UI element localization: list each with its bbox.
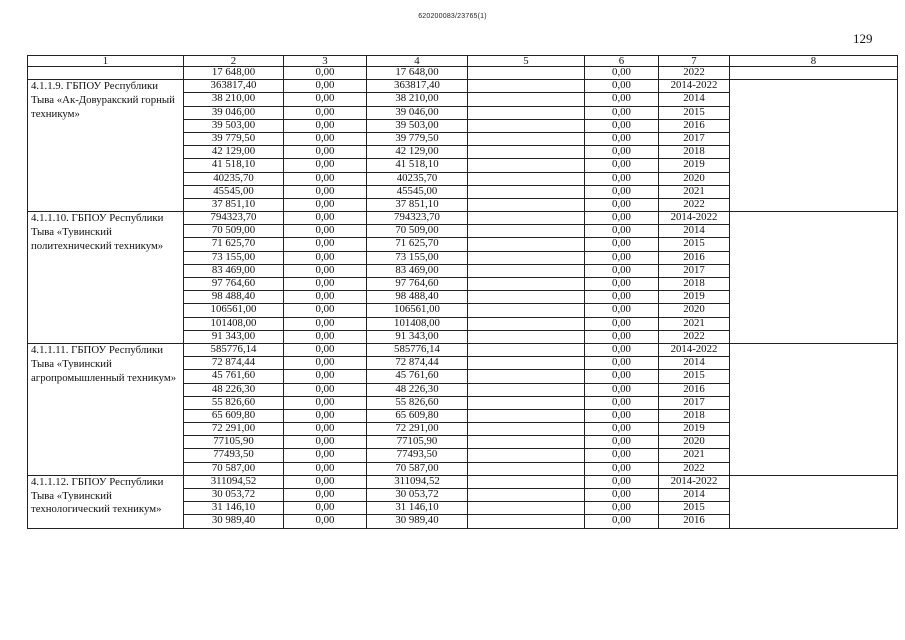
cell-col6: 0,00	[585, 423, 659, 436]
cell-total: 39 046,00	[184, 106, 284, 119]
cell-col5	[468, 93, 585, 106]
cell-year: 2021	[659, 185, 730, 198]
cell-total: 65 609,80	[184, 409, 284, 422]
cell-col5	[468, 330, 585, 343]
cell-total: 39 503,00	[184, 119, 284, 132]
cell-col5	[468, 396, 585, 409]
cell-col4: 83 469,00	[367, 264, 468, 277]
cell-total: 72 291,00	[184, 423, 284, 436]
cell-col4: 363817,40	[367, 80, 468, 93]
cell-col3: 0,00	[284, 449, 367, 462]
cell-col3: 0,00	[284, 383, 367, 396]
cell-year: 2014	[659, 489, 730, 502]
cell-col5	[468, 238, 585, 251]
budget-table	[27, 55, 898, 529]
cell-col5	[468, 449, 585, 462]
cell-total: 311094,52	[184, 475, 284, 488]
cell-total: 97 764,60	[184, 278, 284, 291]
cell-col5	[468, 67, 585, 80]
cell-total: 39 779,50	[184, 132, 284, 145]
cell-year: 2014-2022	[659, 212, 730, 225]
cell-year: 2015	[659, 238, 730, 251]
cell-year: 2014	[659, 93, 730, 106]
cell-col6: 0,00	[585, 278, 659, 291]
cell-col5	[468, 172, 585, 185]
cell-col3: 0,00	[284, 119, 367, 132]
cell-col4: 30 989,40	[367, 515, 468, 528]
cell-col6: 0,00	[585, 462, 659, 475]
cell-col3: 0,00	[284, 489, 367, 502]
cell-col6: 0,00	[585, 370, 659, 383]
cell-year: 2022	[659, 67, 730, 80]
cell-col6: 0,00	[585, 502, 659, 515]
cell-col8	[730, 475, 898, 528]
cell-col6: 0,00	[585, 119, 659, 132]
cell-col5	[468, 304, 585, 317]
table-row	[28, 67, 898, 80]
cell-total: 72 874,44	[184, 357, 284, 370]
cell-year: 2020	[659, 304, 730, 317]
cell-total: 101408,00	[184, 317, 284, 330]
cell-col3: 0,00	[284, 317, 367, 330]
cell-col4: 101408,00	[367, 317, 468, 330]
cell-col6: 0,00	[585, 198, 659, 211]
cell-col4: 311094,52	[367, 475, 468, 488]
header-cell: 8	[730, 56, 898, 67]
cell-col4: 70 587,00	[367, 462, 468, 475]
cell-total: 71 625,70	[184, 238, 284, 251]
cell-total: 98 488,40	[184, 291, 284, 304]
header-row	[28, 56, 898, 67]
header-cell: 3	[284, 56, 367, 67]
cell-total: 17 648,00	[184, 67, 284, 80]
cell-col4: 97 764,60	[367, 278, 468, 291]
cell-col3: 0,00	[284, 93, 367, 106]
cell-col6: 0,00	[585, 67, 659, 80]
cell-col4: 72 874,44	[367, 357, 468, 370]
cell-total: 55 826,60	[184, 396, 284, 409]
cell-col8	[730, 80, 898, 212]
cell-col4: 794323,70	[367, 212, 468, 225]
cell-year: 2014	[659, 357, 730, 370]
cell-col6: 0,00	[585, 93, 659, 106]
cell-year: 2015	[659, 106, 730, 119]
cell-col3: 0,00	[284, 185, 367, 198]
cell-year: 2021	[659, 449, 730, 462]
cell-col6: 0,00	[585, 80, 659, 93]
cell-col4: 91 343,00	[367, 330, 468, 343]
cell-col3: 0,00	[284, 357, 367, 370]
cell-col3: 0,00	[284, 343, 367, 356]
cell-col4: 106561,00	[367, 304, 468, 317]
cell-col3: 0,00	[284, 172, 367, 185]
cell-col5	[468, 251, 585, 264]
cell-col6: 0,00	[585, 159, 659, 172]
cell-year: 2014-2022	[659, 80, 730, 93]
cell-col3: 0,00	[284, 80, 367, 93]
table-row	[28, 343, 898, 356]
cell-col6: 0,00	[585, 132, 659, 145]
cell-total: 585776,14	[184, 343, 284, 356]
table-row	[28, 475, 898, 488]
cell-year: 2015	[659, 370, 730, 383]
cell-col6: 0,00	[585, 436, 659, 449]
cell-total: 40235,70	[184, 172, 284, 185]
cell-year: 2017	[659, 132, 730, 145]
cell-col5	[468, 80, 585, 93]
cell-total: 91 343,00	[184, 330, 284, 343]
page-number: 129	[853, 31, 873, 46]
cell-total: 30 053,72	[184, 489, 284, 502]
cell-total: 48 226,30	[184, 383, 284, 396]
institution-name-cell: 4.1.1.10. ГБПОУ Республики Тыва «Тувинский политехнический техникум»	[28, 212, 184, 344]
cell-col4: 42 129,00	[367, 146, 468, 159]
cell-col5	[468, 502, 585, 515]
cell-col3: 0,00	[284, 132, 367, 145]
cell-col3: 0,00	[284, 475, 367, 488]
cell-col3: 0,00	[284, 396, 367, 409]
cell-col4: 585776,14	[367, 343, 468, 356]
cell-year: 2019	[659, 291, 730, 304]
cell-col4: 38 210,00	[367, 93, 468, 106]
cell-col5	[468, 317, 585, 330]
cell-col4: 45545,00	[367, 185, 468, 198]
cell-col5	[468, 489, 585, 502]
cell-col6: 0,00	[585, 238, 659, 251]
table-row	[28, 80, 898, 93]
cell-col6: 0,00	[585, 146, 659, 159]
cell-total: 363817,40	[184, 80, 284, 93]
cell-total: 30 989,40	[184, 515, 284, 528]
cell-col3: 0,00	[284, 462, 367, 475]
cell-col5	[468, 119, 585, 132]
cell-total: 70 587,00	[184, 462, 284, 475]
cell-col3: 0,00	[284, 67, 367, 80]
cell-col4: 77493,50	[367, 449, 468, 462]
cell-col4: 41 518,10	[367, 159, 468, 172]
cell-year: 2016	[659, 515, 730, 528]
cell-year: 2020	[659, 172, 730, 185]
institution-name-cell: 4.1.1.9. ГБПОУ Республики Тыва «Ак-Довуракский горный техникум»	[28, 80, 184, 212]
cell-col4: 40235,70	[367, 172, 468, 185]
cell-col5	[468, 515, 585, 528]
cell-total: 77493,50	[184, 449, 284, 462]
cell-col8	[730, 67, 898, 80]
cell-year: 2022	[659, 462, 730, 475]
cell-total: 73 155,00	[184, 251, 284, 264]
cell-year: 2019	[659, 159, 730, 172]
cell-col4: 48 226,30	[367, 383, 468, 396]
cell-col4: 39 779,50	[367, 132, 468, 145]
cell-col5	[468, 343, 585, 356]
cell-col6: 0,00	[585, 251, 659, 264]
cell-col6: 0,00	[585, 172, 659, 185]
cell-col3: 0,00	[284, 515, 367, 528]
cell-col4: 45 761,60	[367, 370, 468, 383]
cell-col4: 72 291,00	[367, 423, 468, 436]
cell-col3: 0,00	[284, 251, 367, 264]
cell-col4: 65 609,80	[367, 409, 468, 422]
name-cell	[28, 67, 184, 80]
cell-col3: 0,00	[284, 212, 367, 225]
cell-year: 2014-2022	[659, 475, 730, 488]
cell-col3: 0,00	[284, 502, 367, 515]
cell-col5	[468, 409, 585, 422]
header-cell: 2	[184, 56, 284, 67]
cell-total: 41 518,10	[184, 159, 284, 172]
cell-col5	[468, 357, 585, 370]
cell-total: 83 469,00	[184, 264, 284, 277]
cell-year: 2020	[659, 436, 730, 449]
cell-col6: 0,00	[585, 383, 659, 396]
cell-col6: 0,00	[585, 449, 659, 462]
header-cell: 4	[367, 56, 468, 67]
cell-total: 70 509,00	[184, 225, 284, 238]
cell-total: 42 129,00	[184, 146, 284, 159]
cell-col5	[468, 475, 585, 488]
cell-col6: 0,00	[585, 291, 659, 304]
cell-year: 2022	[659, 198, 730, 211]
cell-col4: 73 155,00	[367, 251, 468, 264]
cell-col5	[468, 106, 585, 119]
cell-col4: 17 648,00	[367, 67, 468, 80]
cell-year: 2014	[659, 225, 730, 238]
cell-col3: 0,00	[284, 423, 367, 436]
cell-col6: 0,00	[585, 106, 659, 119]
cell-col5	[468, 212, 585, 225]
cell-col5	[468, 462, 585, 475]
cell-col5	[468, 423, 585, 436]
cell-col6: 0,00	[585, 317, 659, 330]
cell-col3: 0,00	[284, 291, 367, 304]
table-row	[28, 212, 898, 225]
header-cell: 5	[468, 56, 585, 67]
cell-col5	[468, 132, 585, 145]
cell-col5	[468, 264, 585, 277]
cell-col6: 0,00	[585, 489, 659, 502]
cell-col6: 0,00	[585, 475, 659, 488]
cell-col6: 0,00	[585, 330, 659, 343]
cell-col3: 0,00	[284, 225, 367, 238]
cell-col5	[468, 185, 585, 198]
cell-col6: 0,00	[585, 225, 659, 238]
cell-col6: 0,00	[585, 264, 659, 277]
cell-col4: 30 053,72	[367, 489, 468, 502]
cell-year: 2017	[659, 396, 730, 409]
cell-col3: 0,00	[284, 238, 367, 251]
cell-col4: 39 046,00	[367, 106, 468, 119]
cell-col5	[468, 159, 585, 172]
cell-total: 31 146,10	[184, 502, 284, 515]
cell-col4: 55 826,60	[367, 396, 468, 409]
cell-col3: 0,00	[284, 146, 367, 159]
cell-col6: 0,00	[585, 185, 659, 198]
cell-year: 2017	[659, 264, 730, 277]
cell-col3: 0,00	[284, 436, 367, 449]
cell-col5	[468, 146, 585, 159]
cell-col4: 37 851,10	[367, 198, 468, 211]
cell-year: 2022	[659, 330, 730, 343]
cell-year: 2018	[659, 146, 730, 159]
cell-col6: 0,00	[585, 396, 659, 409]
header-cell: 6	[585, 56, 659, 67]
cell-year: 2016	[659, 119, 730, 132]
cell-total: 38 210,00	[184, 93, 284, 106]
cell-total: 77105,90	[184, 436, 284, 449]
cell-col4: 39 503,00	[367, 119, 468, 132]
cell-year: 2014-2022	[659, 343, 730, 356]
cell-col3: 0,00	[284, 159, 367, 172]
document-id: 620200083/23765(1)	[418, 13, 487, 20]
cell-total: 45 761,60	[184, 370, 284, 383]
cell-col4: 31 146,10	[367, 502, 468, 515]
cell-col6: 0,00	[585, 212, 659, 225]
cell-col8	[730, 343, 898, 475]
cell-col4: 77105,90	[367, 436, 468, 449]
cell-col4: 71 625,70	[367, 238, 468, 251]
institution-name-cell: 4.1.1.12. ГБПОУ Республики Тыва «Тувинский технологический техникум»	[28, 475, 184, 528]
cell-col6: 0,00	[585, 357, 659, 370]
cell-col3: 0,00	[284, 370, 367, 383]
cell-year: 2021	[659, 317, 730, 330]
cell-total: 106561,00	[184, 304, 284, 317]
cell-col5	[468, 436, 585, 449]
cell-col8	[730, 212, 898, 344]
cell-total: 37 851,10	[184, 198, 284, 211]
cell-year: 2016	[659, 383, 730, 396]
cell-col3: 0,00	[284, 304, 367, 317]
cell-col3: 0,00	[284, 264, 367, 277]
cell-col3: 0,00	[284, 278, 367, 291]
cell-col3: 0,00	[284, 198, 367, 211]
cell-col4: 98 488,40	[367, 291, 468, 304]
header-cell: 7	[659, 56, 730, 67]
cell-col5	[468, 278, 585, 291]
cell-year: 2015	[659, 502, 730, 515]
cell-col5	[468, 291, 585, 304]
cell-col3: 0,00	[284, 330, 367, 343]
header-cell: 1	[28, 56, 184, 67]
institution-name-cell: 4.1.1.11. ГБПОУ Республики Тыва «Тувинский агропромышленный техникум»	[28, 343, 184, 475]
cell-col5	[468, 370, 585, 383]
cell-total: 794323,70	[184, 212, 284, 225]
cell-year: 2019	[659, 423, 730, 436]
cell-col3: 0,00	[284, 106, 367, 119]
cell-col6: 0,00	[585, 343, 659, 356]
cell-col4: 70 509,00	[367, 225, 468, 238]
cell-col5	[468, 383, 585, 396]
cell-col5	[468, 198, 585, 211]
cell-year: 2018	[659, 278, 730, 291]
cell-year: 2016	[659, 251, 730, 264]
cell-total: 45545,00	[184, 185, 284, 198]
cell-col5	[468, 225, 585, 238]
cell-col3: 0,00	[284, 409, 367, 422]
cell-col6: 0,00	[585, 304, 659, 317]
cell-year: 2018	[659, 409, 730, 422]
cell-col6: 0,00	[585, 409, 659, 422]
cell-col6: 0,00	[585, 515, 659, 528]
